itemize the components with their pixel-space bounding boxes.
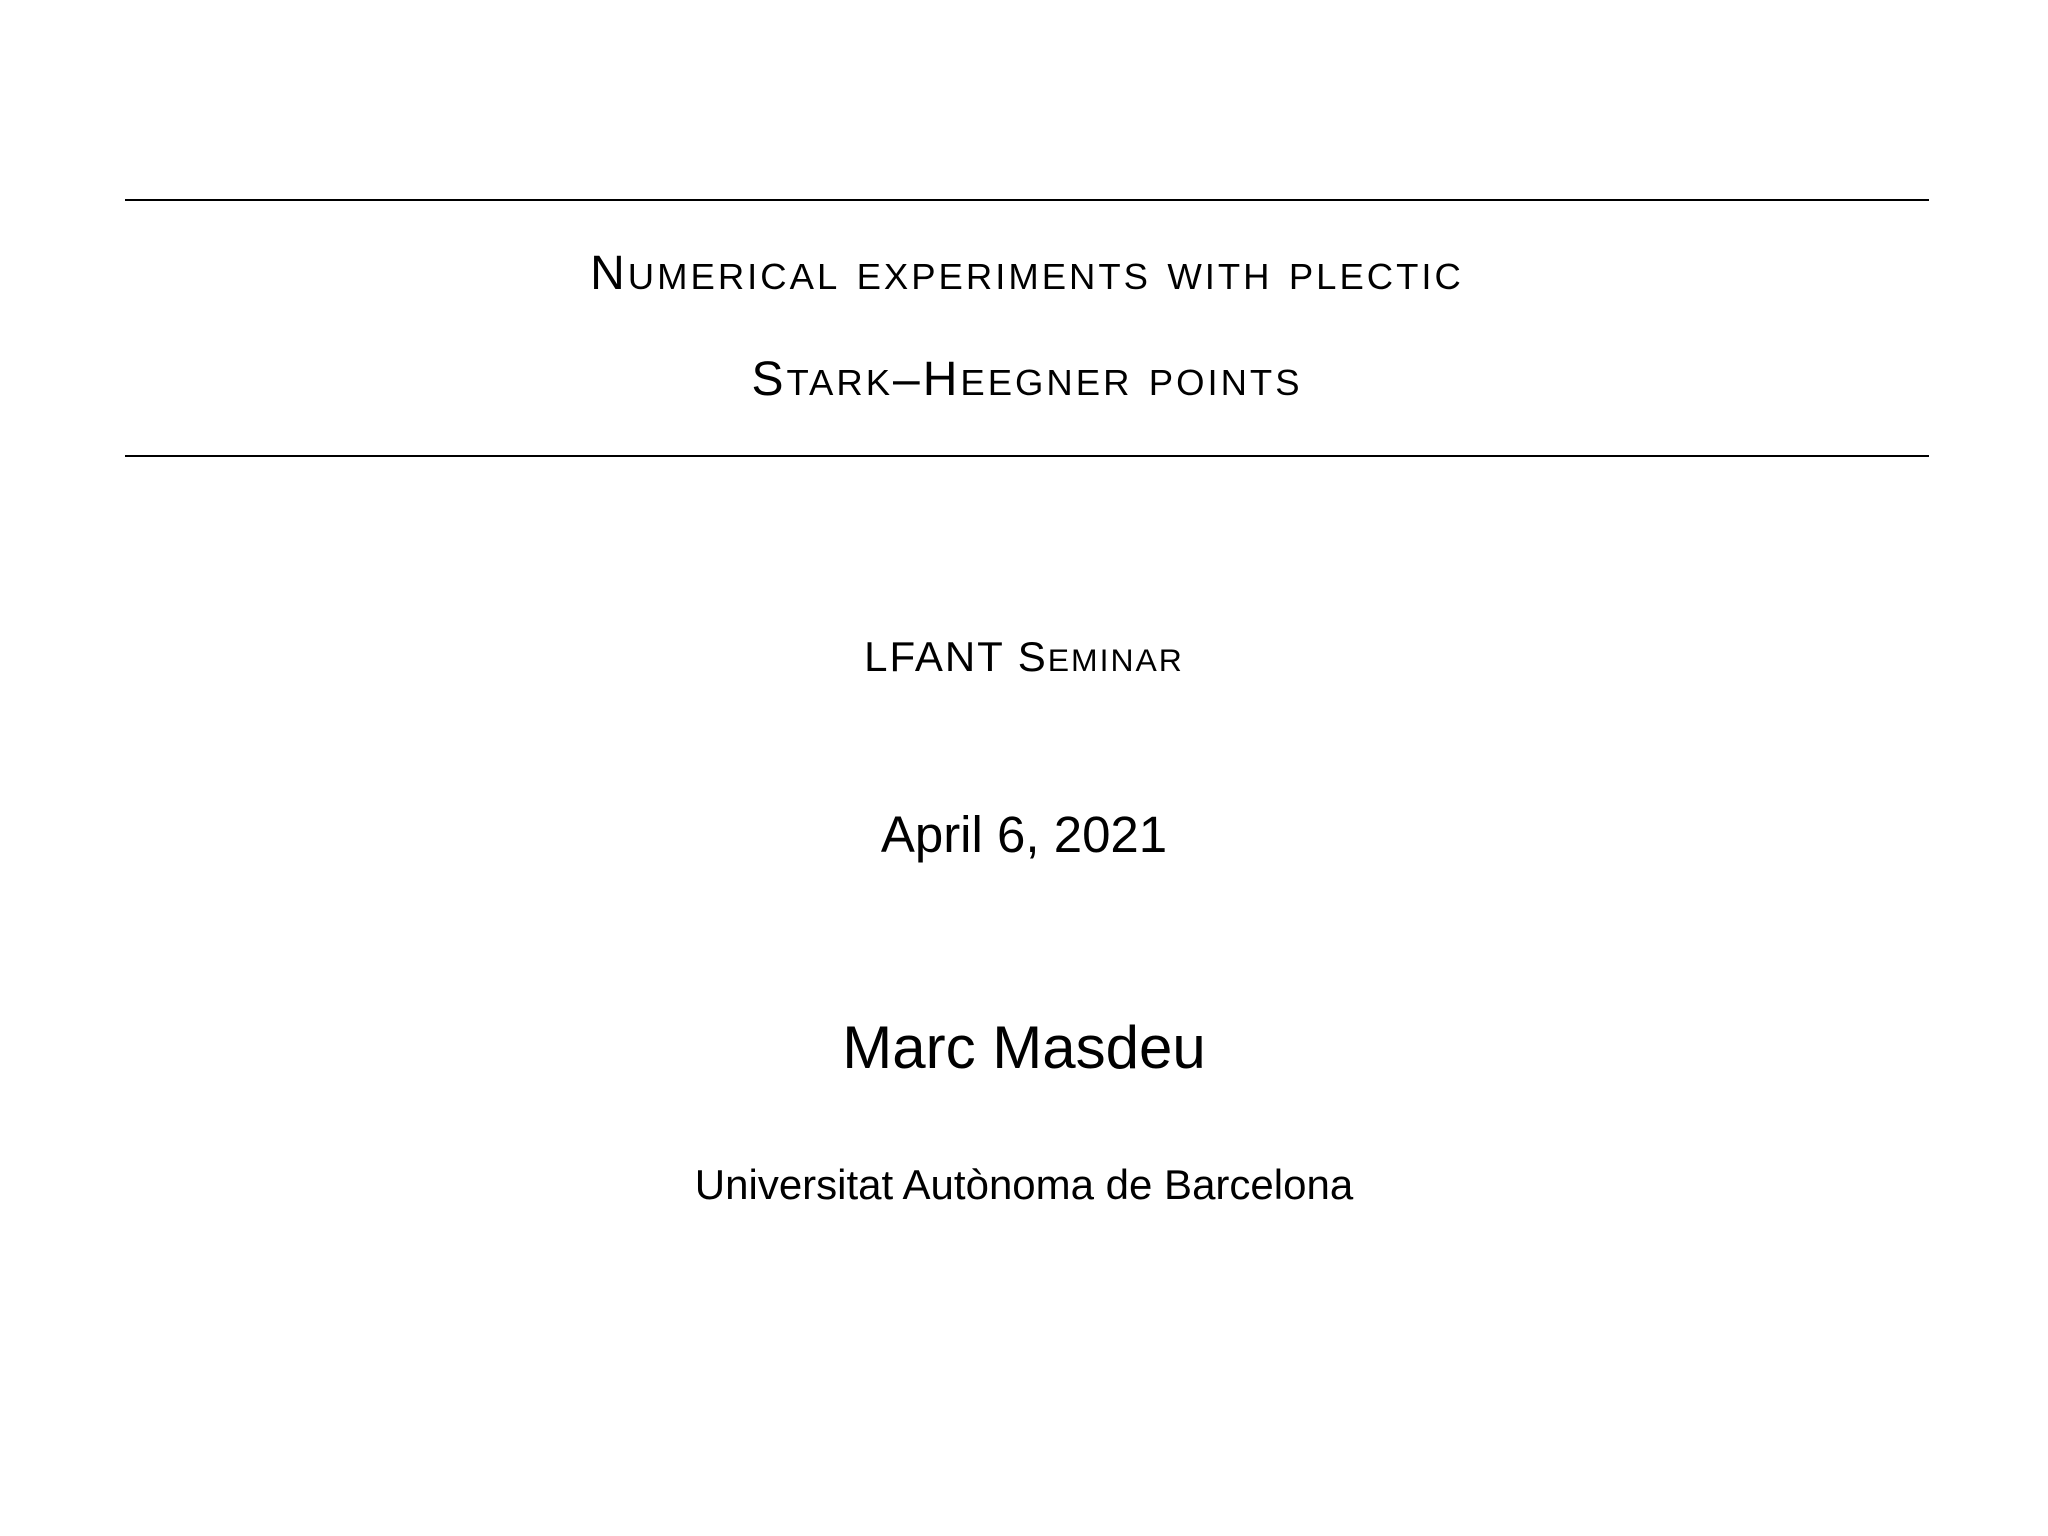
title-bottom-rule xyxy=(125,455,1929,457)
author-name: Marc Masdeu xyxy=(842,1014,1206,1081)
presentation-date: April 6, 2021 xyxy=(880,806,1168,863)
title-top-rule xyxy=(125,199,1929,201)
event-subtitle: LFANT SEMINAR xyxy=(864,633,1184,680)
title-line-1: NUMERICAL EXPERIMENTS WITH PLECTIC xyxy=(590,247,1464,300)
presentation-title xyxy=(125,222,1929,434)
title-line-2: STARK–HEEGNER POINTS xyxy=(751,353,1303,406)
author-institute: Universitat Autònoma de Barcelona xyxy=(694,1161,1354,1208)
